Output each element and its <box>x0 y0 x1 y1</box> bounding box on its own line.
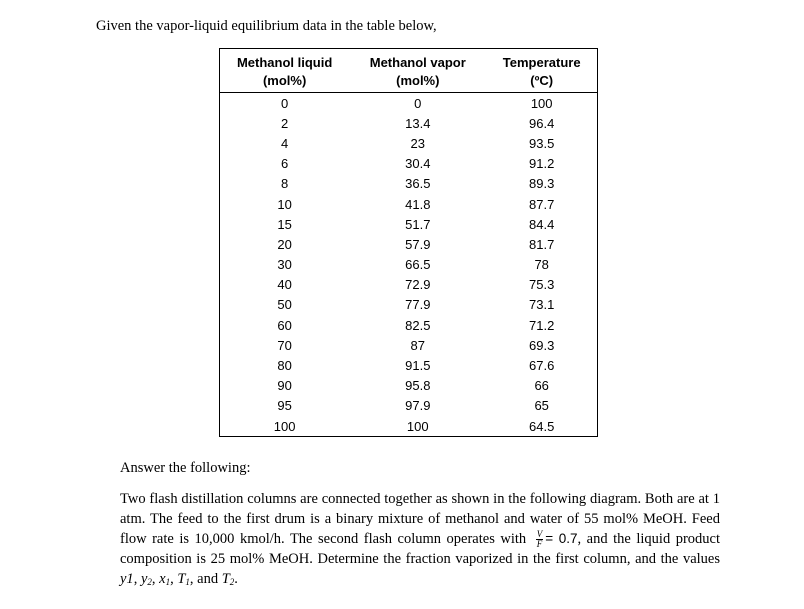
table-row <box>220 194 598 214</box>
table-row <box>220 376 598 396</box>
cell-temperature: 93.5 <box>529 135 555 151</box>
cell-methanol-liquid: 40 <box>277 277 292 293</box>
table-row <box>220 275 598 295</box>
separator: , <box>133 571 141 588</box>
cell-methanol-vapor: 51.7 <box>405 216 431 232</box>
cell-temperature: 84.4 <box>529 216 555 232</box>
cell-methanol-vapor: 57.9 <box>405 236 431 252</box>
cell-temperature: 100 <box>530 95 553 111</box>
vapor-fraction-value: = 0.7 <box>545 531 578 546</box>
separator: , <box>151 571 160 588</box>
header-methanol-liquid-unit: (mol%) <box>220 72 350 93</box>
separator: , and <box>189 571 222 588</box>
var-t1-sub: 1 <box>185 577 190 588</box>
vapor-fraction-symbol <box>536 530 544 549</box>
cell-methanol-vapor: 0 <box>414 95 422 111</box>
fraction-denominator: F <box>536 539 543 550</box>
cell-methanol-vapor: 77.9 <box>405 297 431 313</box>
var-t1-base: T <box>177 571 186 588</box>
table-row <box>220 295 598 315</box>
var-y2 <box>141 571 152 587</box>
table-row <box>220 133 598 153</box>
cell-methanol-liquid: 95 <box>277 398 292 414</box>
header-methanol-vapor-unit: (mol%) <box>349 72 486 93</box>
table-row <box>220 234 598 254</box>
table-row <box>220 174 598 194</box>
vle-data-table <box>219 48 598 437</box>
cell-methanol-vapor: 36.5 <box>405 176 431 192</box>
cell-temperature: 67.6 <box>529 358 555 374</box>
header-temperature: Temperature <box>502 55 581 70</box>
cell-methanol-liquid: 100 <box>273 418 296 434</box>
cell-methanol-liquid: 4 <box>280 135 289 151</box>
var-y2-sub: 2 <box>147 577 152 588</box>
cell-temperature: 66 <box>534 378 549 394</box>
cell-methanol-vapor: 87 <box>410 337 426 353</box>
cell-methanol-liquid: 30 <box>277 257 292 273</box>
cell-temperature: 81.7 <box>529 236 555 252</box>
problem-text-part2: , and the liquid product composition is 25 mol% MeOH. Determine the fraction vaporized in the first column, and the values <box>120 531 721 568</box>
intro-text: Given the vapor-liquid equilibrium data in the table below, <box>96 18 437 34</box>
cell-temperature: 89.3 <box>529 176 555 192</box>
table-header-row <box>220 49 598 73</box>
cell-methanol-vapor: 95.8 <box>405 378 431 394</box>
cell-methanol-liquid: 2 <box>280 115 289 131</box>
cell-methanol-liquid: 6 <box>280 156 289 172</box>
table-row <box>220 154 598 174</box>
table-row <box>220 214 598 234</box>
cell-methanol-vapor: 13.4 <box>405 115 431 131</box>
cell-temperature: 87.7 <box>529 196 555 212</box>
table-row <box>220 113 598 133</box>
cell-methanol-liquid: 60 <box>277 317 292 333</box>
header-methanol-vapor: Methanol vapor <box>369 55 466 70</box>
cell-temperature: 78 <box>534 257 549 273</box>
var-y1: y1 <box>120 571 134 588</box>
cell-methanol-liquid: 8 <box>280 176 289 192</box>
cell-methanol-liquid: 70 <box>277 337 292 353</box>
table-row <box>220 335 598 355</box>
cell-methanol-liquid: 15 <box>277 216 292 232</box>
var-t2 <box>222 571 235 587</box>
header-methanol-liquid: Methanol liquid <box>236 55 333 70</box>
cell-temperature: 65 <box>534 398 549 414</box>
problem-statement <box>120 489 720 592</box>
cell-temperature: 69.3 <box>529 337 555 353</box>
cell-temperature: 75.3 <box>529 277 555 293</box>
cell-methanol-liquid: 20 <box>277 236 292 252</box>
cell-methanol-vapor: 41.8 <box>405 196 431 212</box>
cell-methanol-vapor: 82.5 <box>405 317 431 333</box>
var-t1 <box>177 571 190 587</box>
table-row <box>220 255 598 275</box>
cell-methanol-vapor: 66.5 <box>405 257 431 273</box>
table-row <box>220 416 598 437</box>
cell-methanol-vapor: 97.9 <box>405 398 431 414</box>
answer-heading: Answer the following: <box>120 460 251 476</box>
cell-methanol-liquid: 90 <box>277 378 292 394</box>
cell-temperature: 96.4 <box>529 115 555 131</box>
cell-methanol-vapor: 72.9 <box>405 277 431 293</box>
period: . <box>234 571 238 588</box>
table-row <box>220 396 598 416</box>
cell-methanol-vapor: 91.5 <box>405 358 431 374</box>
var-x1 <box>159 571 170 587</box>
fraction-numerator: V <box>536 529 543 540</box>
table-row <box>220 93 598 114</box>
separator: , <box>170 571 178 588</box>
var-x1-base: x <box>159 571 166 588</box>
cell-methanol-vapor: 30.4 <box>405 156 431 172</box>
cell-methanol-liquid: 0 <box>280 95 289 111</box>
table-body <box>220 93 598 437</box>
cell-methanol-liquid: 50 <box>277 297 292 313</box>
cell-methanol-liquid: 10 <box>277 196 292 212</box>
cell-methanol-vapor: 100 <box>406 418 429 434</box>
cell-methanol-liquid: 80 <box>277 358 292 374</box>
table-row <box>220 315 598 335</box>
header-temperature-unit: (ºC) <box>486 72 597 93</box>
var-x1-sub: 1 <box>165 577 171 588</box>
cell-temperature: 73.1 <box>529 297 555 313</box>
cell-temperature: 71.2 <box>529 317 555 333</box>
cell-methanol-vapor: 23 <box>410 135 426 151</box>
cell-temperature: 64.5 <box>529 418 555 434</box>
var-y2-base: y <box>140 571 148 588</box>
problem-text-part1: Two flash distillation columns are connected together as shown in the following diagram. Both are at 1 atm. The feed to the first drum is a binary mixture of methanol and water of 55 mol% MeOH. Feed flow rate is 10,000 kmol/h. The second flash column operates with <box>120 491 720 547</box>
cell-temperature: 91.2 <box>529 156 555 172</box>
table-header-units-row <box>220 72 598 93</box>
table-row <box>220 355 598 375</box>
var-t2-sub: 2 <box>229 577 235 588</box>
var-t2-base: T <box>221 571 230 588</box>
